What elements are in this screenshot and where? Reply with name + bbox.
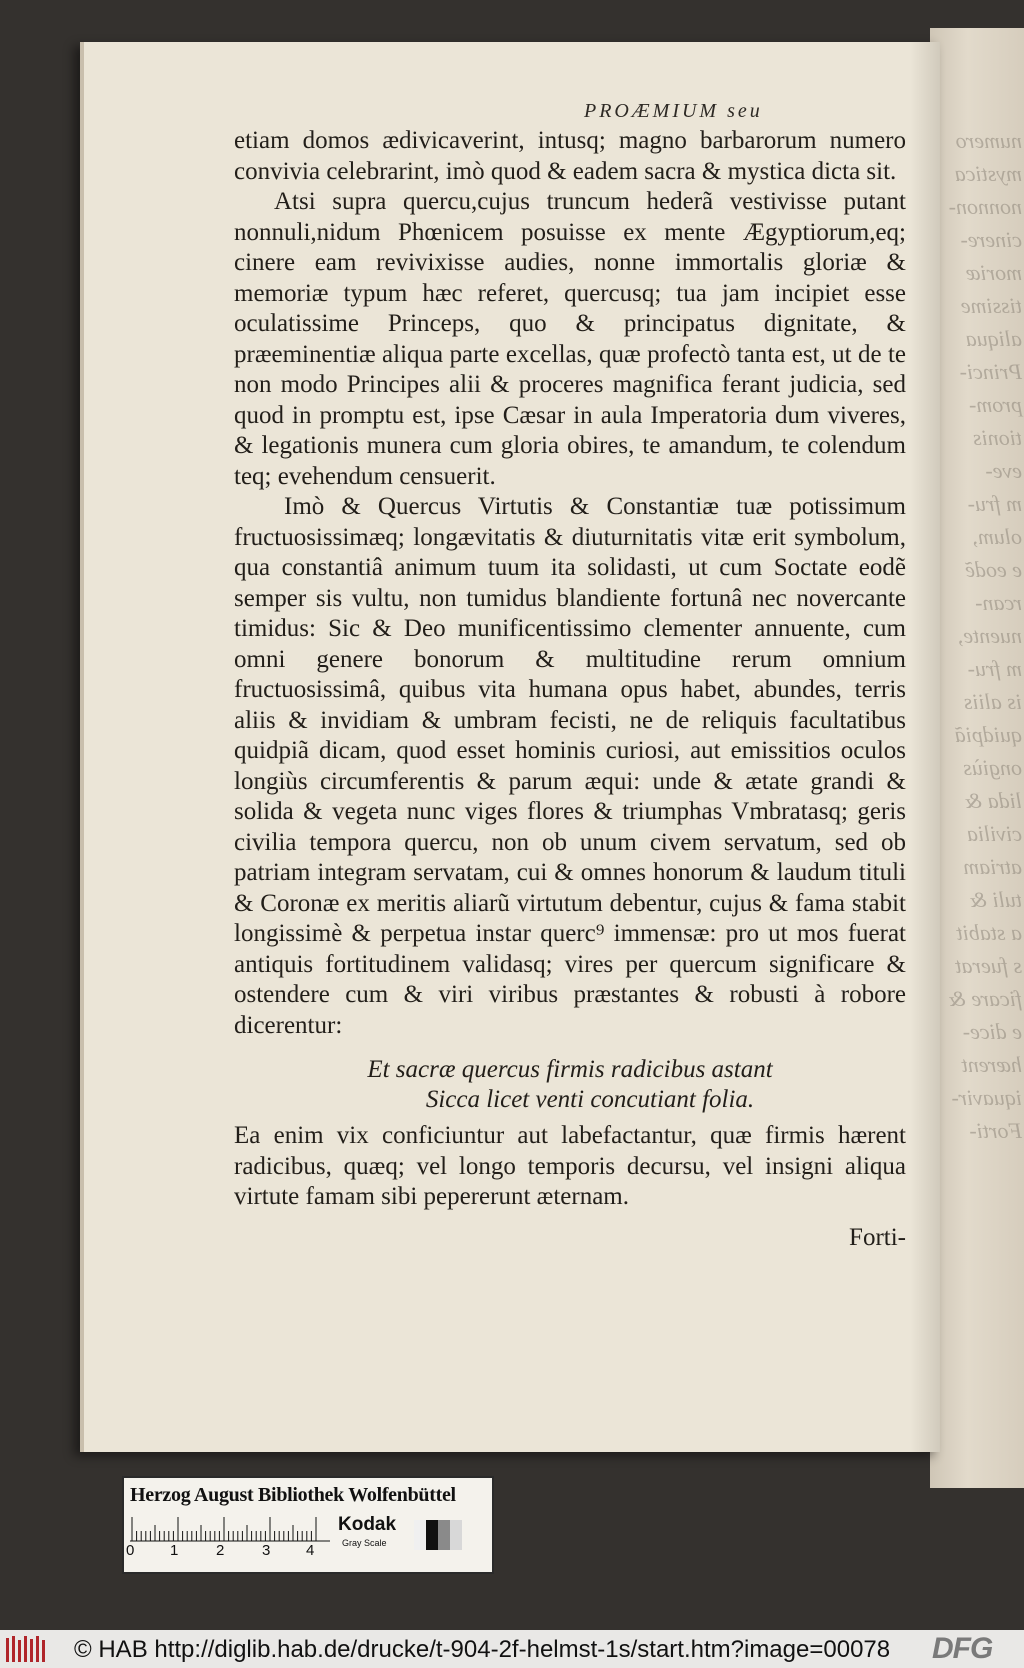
facing-page-fragment: nonnon-: [948, 194, 1022, 219]
verse-line-1: Et sacræ quercus firmis radicibus astant: [367, 1056, 773, 1083]
facing-page-fragment: tuli &: [970, 887, 1022, 912]
ruler-number: 2: [216, 1542, 225, 1559]
ruler-scale: [130, 1516, 330, 1542]
ruler-number: 4: [306, 1542, 315, 1559]
facing-page-fragment: Forti-: [969, 1118, 1022, 1143]
facing-page-fragment: mystica: [954, 161, 1022, 186]
facing-page-fragment: quidpiã: [954, 722, 1022, 747]
dfg-logo: DFG: [932, 1632, 993, 1665]
facing-page-fragment: numero: [955, 128, 1022, 153]
facing-page-fragment: e eodẽ: [965, 557, 1022, 582]
closing-paragraph: Ea enim vix conficiuntur aut labefactantur, quæ firmis hærent radicibus, quæq; vel longo temporis decursu, vel insigni aliqua virtute famam sibi pepererunt æternam.: [234, 1122, 906, 1210]
color-calibration-card: [122, 1476, 494, 1574]
kodak-logo: Kodak: [338, 1514, 397, 1535]
facing-page-fragment: a stabit: [956, 920, 1022, 945]
footer-bar: [0, 1630, 1024, 1668]
ruler-number: 1: [170, 1542, 179, 1559]
facing-page-fragment: m fru-: [967, 656, 1022, 681]
verse-line-2: Sicca licet venti concutiant folia.: [425, 1086, 755, 1113]
facing-page-fragment: nuente,: [957, 623, 1022, 648]
facing-page-fragment: e dice-: [962, 1019, 1022, 1044]
catchword: Forti-: [849, 1223, 906, 1251]
library-name: Herzog August Bibliothek Wolfenbüttel: [130, 1484, 456, 1506]
facing-page-fragment: prom-: [969, 392, 1022, 417]
facing-page-fragment: eve-: [985, 458, 1022, 483]
facing-page-fragment: tissime: [960, 293, 1022, 318]
facing-page-fragment: tionis: [973, 425, 1022, 450]
facing-page-fragment: atriam: [963, 854, 1022, 879]
facing-page-fragment: lida &: [965, 788, 1022, 813]
facing-page-fragment: civilia: [967, 821, 1022, 846]
page-text: [234, 126, 906, 1253]
facing-page-fragment: hærent: [961, 1052, 1022, 1077]
facing-page-fragment: ficare &: [948, 986, 1022, 1011]
facing-page-fragment: is aliis: [963, 689, 1022, 714]
facing-page-fragment: Princi-: [959, 359, 1022, 384]
facing-page-fragment: iquavir-: [951, 1085, 1022, 1110]
facing-page-fragment: moriæ: [965, 260, 1022, 285]
facing-page-fragment: ongiùs: [963, 755, 1022, 780]
gray-scale-patches: [414, 1520, 462, 1550]
hab-logo-icon: [4, 1634, 48, 1664]
facing-page-fragment: s fuerat: [955, 953, 1022, 978]
running-head: PROÆMIUM seu: [584, 100, 763, 122]
verse-quote: [234, 1055, 906, 1115]
facing-page-edge: [930, 28, 1024, 1488]
paragraph-3: Imò & Quercus Virtutis & Constantiæ tuæ potissimum fructuosissimæq; longævitatis & diuturnitatis vitæ erit symbolum, qua constantiâ animum tuum ita solidasti, ut cum Soctate eodẽ semper sis vultu, non tumidus blandiente fortunâ nec novercante timidus: Sic & Deo munificentissimo clementer annuente, cum omni genere bonorum & multitudine rerum omnium fructuosissimâ, quibus vita humana opus habet, abundes, terris aliis & invidiam & umbram fecisti, ne de reliquis facultatibus quidpiã dicam, quod esset hominis curiosi, aut emissitios oculos longiùs circumferentis & parum æqui: unde & ætate grandi & solida & vegeta nunc viges flores & triumphas Vmbratasq; geris civilia tempora quercu, non ob unum civem servatum, sed ob patriam integram servatam, cui & omnes honorum & laudum tituli & Coronæ ex meritis aliarũ virtutum debentur, cujus & fama stabit longissimè & perpetua instar querc⁹ immensæ: pro ut mos fuerat antiquis fortitudinem validasq; vires per quercum significare & ostendere cum & viri viribus præstantes & robusti à robore dicerentur:: [234, 493, 906, 1039]
paragraph-2: Atsi supra quercu,cujus truncum hederã vestivisse putant nonnuli,nidum Phœnicem posuisse ex mente Ægyptiorum,eq; cinere eam revivixisse audies, nonne immortalis gloriæ & memoriæ typum hæc referet, quercusq; tua jam incipiet esse oculatissime Princeps, quo & principatus dignitate, & præeminentiæ aliqua parte excellas, quæ profectò tanta est, ut de te non modo Principes alii & proceres magnifica ferant judicia, sed quod in promptu est, ipse Cæsar in aula Imperatoria dum viveres, & legationis munera cum gloria obires, te amandum, te colendum teq; evehendum censuerit.: [234, 188, 906, 490]
facing-page-fragment: olum,: [972, 524, 1022, 549]
facing-page-fragment: m fru-: [967, 491, 1022, 516]
facing-page-fragment: aliqua: [965, 326, 1022, 351]
ruler-number: 3: [262, 1542, 271, 1559]
paragraph-1: etiam domos ædivicaverint, intusq; magno barbarorum numero convivia celebrarint, imò quod & eadem sacra & mystica dicta sit.: [234, 127, 906, 185]
facing-page-fragment: cinere-: [960, 227, 1022, 252]
facing-page-fragment: rcan-: [975, 590, 1022, 615]
gray-scale-label: Gray Scale: [342, 1538, 387, 1548]
ruler-number: 0: [126, 1542, 135, 1559]
book-page: [80, 42, 940, 1452]
copyright-url[interactable]: © HAB http://diglib.hab.de/drucke/t-904-2f-helmst-1s/start.htm?image=00078: [74, 1636, 891, 1663]
